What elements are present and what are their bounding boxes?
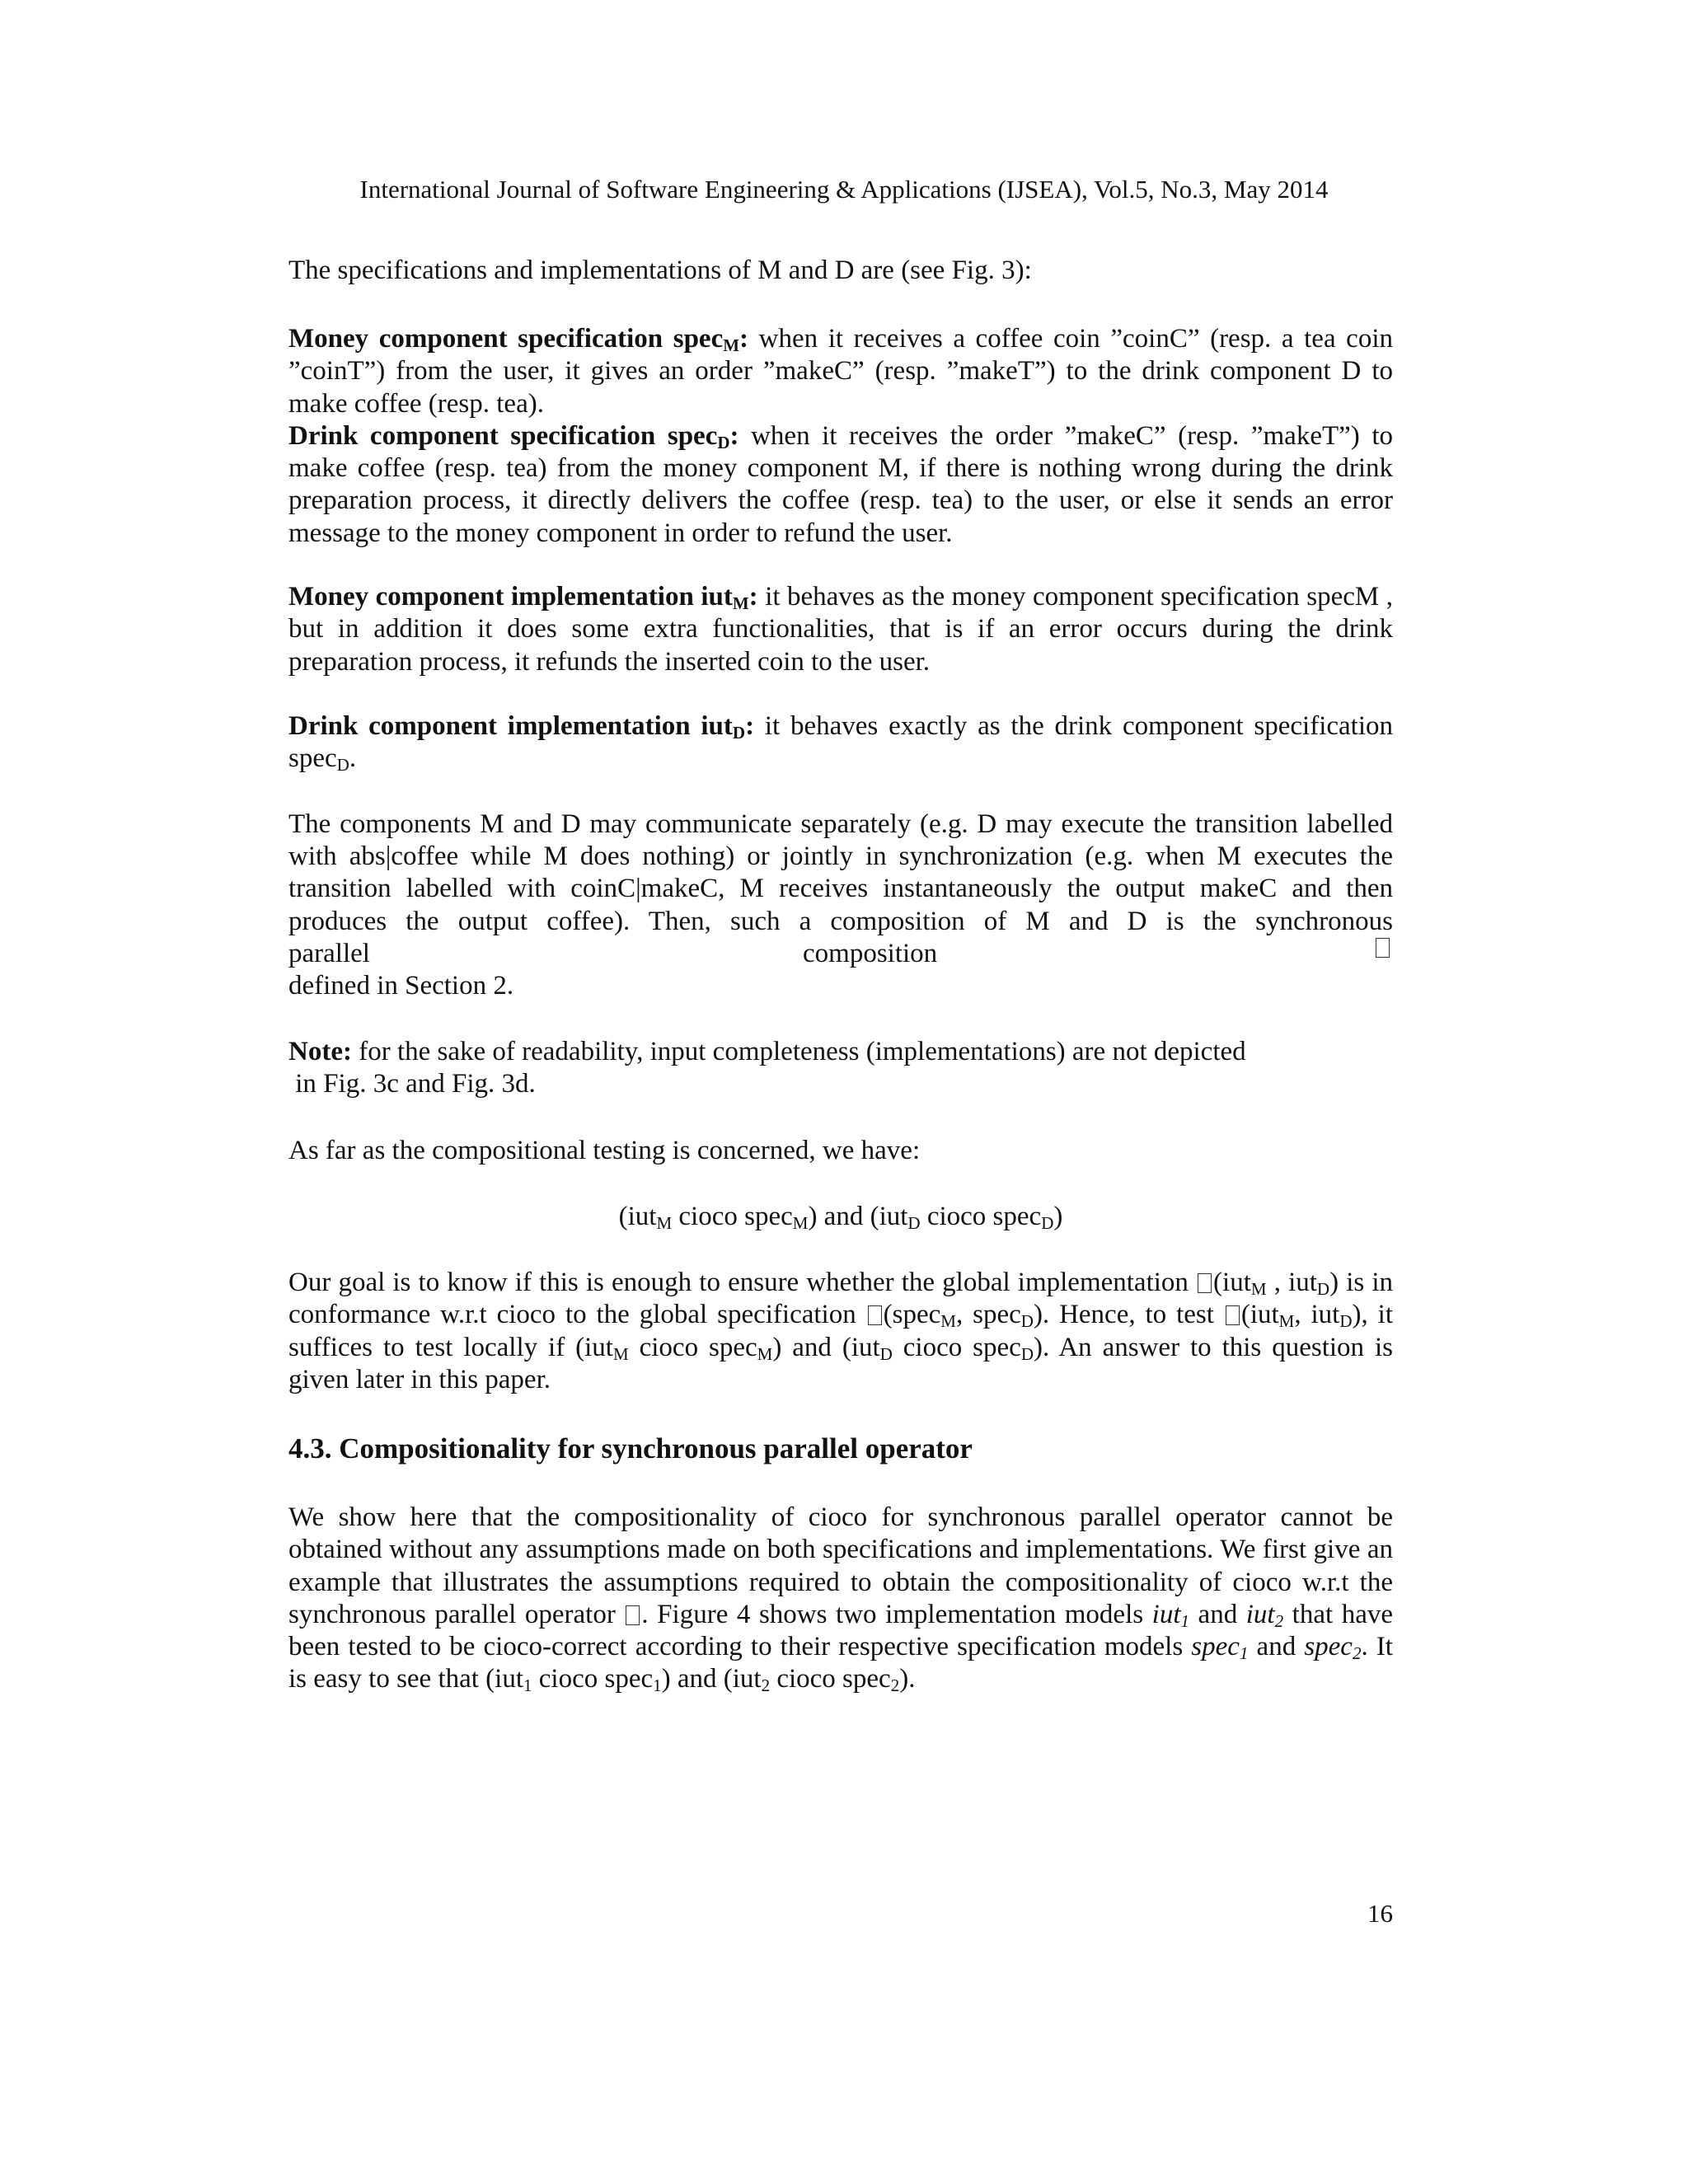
money-spec-text: when it receives a coffee coin ”coinC” (resp. a tea coin ”coinT”) from the user, it gives an order ”makeC” (resp. ”makeT”) to the drink component D to make coffee (resp. tea). — [288, 324, 1393, 419]
drink-spec-label: Drink component specification spec$_D$: — [288, 420, 739, 452]
spec2-italic: spec$_2$ — [1304, 1632, 1362, 1664]
note-block — [288, 1036, 1393, 1101]
money-impl-text: it behaves as the money component specification specM , but in addition it does some extra functionalities, that is if an error occurs during the drink preparation process, it refunds the inserted coin to the user. — [288, 582, 1393, 677]
components-block — [288, 808, 1393, 1002]
defined-in-section: defined in Section 2. — [288, 970, 514, 1001]
goal-paragraph: Our goal is to know if this is enough to ensure whether the global implementation (iut$_M$ , iut$_D$) is in conformance w.r.t cioco to the global specification (spec$_M$, spec$_D$). Hence, to test (iut$_M$, iut$_D$), it suffices to test locally if (iut$_M$ cioco spec$_M$) and (iut$_D$ cioco spec$_D$). An answer to this question is given later in this paper. — [288, 1268, 1394, 1394]
parallel-operator-glyph — [626, 1605, 640, 1625]
parallel-operator-glyph — [1226, 1305, 1240, 1325]
note-line-1: Note: for the sake of readability, input completeness (implementations) are not depicted — [288, 1037, 1246, 1066]
drink-impl-paragraph: Drink component implementation iut$_D$: it behaves exactly as the drink component specification spec$_D$. — [288, 711, 1393, 776]
journal-header: International Journal of Software Engineering & Applications (IJSEA), Vol.5, No.3, May 2014 — [359, 175, 1329, 204]
components-paragraph — [288, 808, 1393, 938]
drink-impl-block — [288, 710, 1393, 776]
drink-impl-text: it behaves exactly as the drink component specification spec — [288, 711, 1393, 774]
final-paragraph: We show here that the compositionality of cioco for synchronous parallel operator cannot be obtained without any assumptions made on both specifications and implementations. We first give an example that illustrates the assumptions required to obtain the compositionality of cioco w.r.t the synchronous parallel operator . Figure 4 shows two implementation models iut$_1$ and iut$_2$ that have been tested to be cioco-correct according to their respective specification models spec$_1$ and spec$_2$. It is easy to see that (iut$_1$ cioco spec$_1$) and (iut$_2$ cioco spec$_2$). — [288, 1502, 1394, 1696]
section-heading-block — [288, 1431, 1393, 1467]
money-impl-label: Money component implementation iut$_M$: — [288, 582, 758, 613]
parallel-operator-glyph — [1376, 938, 1390, 958]
concerned-text: As far as the compositional testing is concerned, we have: — [288, 1136, 921, 1165]
goal-block — [288, 1267, 1393, 1396]
money-spec-label: Money component specification spec$_M$: — [288, 324, 749, 355]
formula-line: (iut$_M$ cioco spec$_M$) and (iut$_D$ cioco spec$_D$) — [618, 1202, 1063, 1233]
spec1-italic: spec$_1$ — [1191, 1632, 1249, 1664]
drink-spec-paragraph — [288, 420, 1393, 550]
composition-word: composition — [803, 938, 938, 968]
note-line-2: in Fig. 3c and Fig. 3d. — [295, 1069, 536, 1099]
final-block — [288, 1502, 1393, 1696]
parallel-operator-glyph — [1198, 1273, 1212, 1293]
parallel-word: parallel — [288, 938, 370, 968]
iut2-italic: iut$_2$ — [1245, 1599, 1284, 1631]
parallel-operator-glyph — [868, 1305, 882, 1325]
intro-paragraph — [288, 254, 1393, 287]
drink-spec-text: when it receives the order ”makeC” (resp. ”makeT”) to make coffee (resp. tea) from the money component M, if there is nothing wrong during the drink preparation process, it directly delivers the coffee (resp. tea) to the user, or else it sends an error message to the money component in order to refund the user. — [288, 420, 1394, 548]
intro-text: The specifications and implementations of M and D are (see Fig. 3): — [288, 255, 1032, 285]
money-impl-paragraph — [288, 581, 1393, 678]
section-title: 4.3. Compositionality for synchronous parallel operator — [288, 1432, 973, 1465]
spec-block — [288, 323, 1393, 550]
components-text: The components M and D may communicate separately (e.g. D may execute the transition labelled with abs|coffee while M does nothing) or jointly in synchronization (e.g. when M executes the transition labelled with coinC|makeC, M receives instantaneously the output makeC and then produces the output coffee). Then, such a composition of M and D is the synchronous — [288, 809, 1393, 936]
drink-impl-label: Drink component implementation iut$_D$: — [288, 711, 755, 743]
money-spec-paragraph — [288, 323, 1393, 420]
note-label: Note: — [288, 1037, 352, 1066]
concerned-block — [288, 1134, 1393, 1167]
parallel-composition-line — [288, 938, 1393, 970]
page-number: 16 — [1367, 1899, 1393, 1928]
money-impl-block — [288, 581, 1393, 678]
iut1-italic: iut$_1$ — [1151, 1599, 1189, 1631]
